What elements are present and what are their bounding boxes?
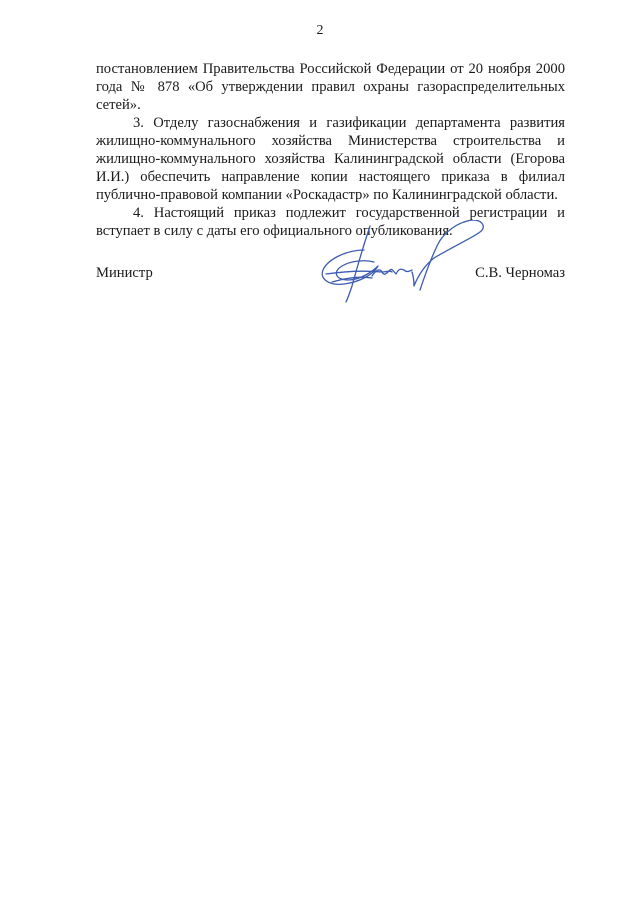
signature-block — [96, 220, 565, 310]
document-body — [96, 60, 565, 240]
paragraph-continuation: постановлением Правительства Российской Федерации от 20 ноября 2000 года № 878 «Об утверждении правил охраны газораспределительных сетей». — [96, 61, 565, 113]
signer-name: С.В. Черномаз — [475, 265, 565, 281]
paragraph-item-3: 3. Отделу газоснабжения и газификации департамента развития жилищно-коммунального хозяйства Министерства строительства и жилищно-коммунального хозяйства Калининградской области (Егорова И.И.) обеспечить направление копии настоящего приказа в филиал публично-правовой компании «Роскадастр» по Калининградской области. — [96, 115, 565, 203]
handwritten-signature — [302, 220, 488, 306]
paragraph-item-4: 4. Настоящий приказ подлежит государственной регистрации и вступает в силу с даты его официального опубликования. — [96, 205, 565, 239]
page-number: 2 — [316, 23, 324, 38]
signer-title: Министр — [96, 265, 153, 281]
